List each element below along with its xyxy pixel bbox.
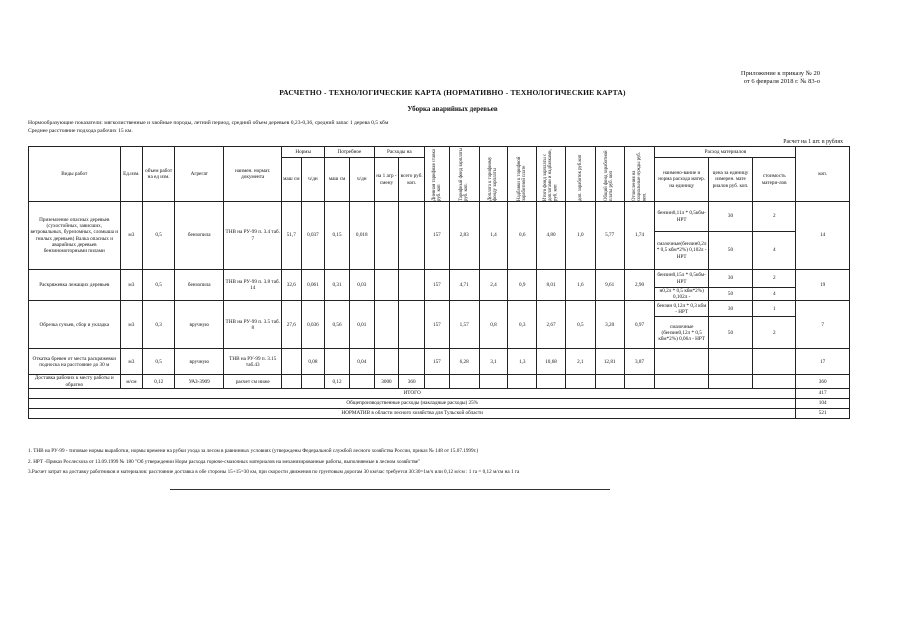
tariff-rate-cell: 157 [425, 349, 450, 375]
fund-cell: 3,20 [595, 301, 624, 349]
cons-chdn-cell: 0,01 [349, 301, 374, 349]
material-price: 50 [708, 288, 752, 301]
bonus-cell: 0,8 [479, 301, 508, 349]
work-name: Раскряжевка лежащих деревьев [29, 270, 121, 301]
col-materials: Расход материалов [655, 147, 796, 158]
work-name: Приземление опасных деревьев (сухостойных, зависших, ветровальных, буреломных, сломыша и гнилых деревьев) Валка опасных и аварийных деревьев бензиномоторными пилами [29, 202, 121, 270]
total-rub-cell: 360 [399, 375, 425, 388]
material-name: н0,2л * 0,5 кбм*2%) 0,102л - [655, 288, 708, 301]
volume-cell: 0,3 [143, 301, 175, 349]
col-cons-mach: маш см [325, 158, 350, 202]
norm-mach-cell [282, 349, 302, 375]
col-norm-chdn: ч/дн [301, 158, 325, 202]
appendix-note [741, 70, 820, 86]
col-mat-cost: стоимость матери-лов [753, 158, 796, 202]
summary-row-overhead [29, 398, 850, 408]
table-row [29, 375, 850, 388]
volume-cell: 0,5 [143, 270, 175, 301]
material-name [655, 375, 708, 388]
summary-value: 521 [796, 408, 850, 418]
work-name: Откатка бревен от места раскряжевки подноска на расстояние до 30 м [29, 349, 121, 375]
norm-mach-cell: 27,6 [282, 301, 302, 349]
col-mat-name: наимено-вание и норма расхода матер. на единицу [655, 158, 708, 202]
per-shift-cell [374, 270, 399, 301]
material-name: бензин 0,12л * 0,3 кбм - НРТ [655, 301, 708, 317]
col-kop: коп. [796, 147, 850, 202]
footnote-1: 1. ТНВ на РУ-99 - типовые нормы выработки, нормы времени на рубки ухода за лесом в равнинных условиях (утверждены Федеральной службой лесного хозяйства России, приказ № 148 от 15.07.1999г.) [28, 448, 479, 454]
kop-cell: 19 [796, 270, 850, 301]
norm-mach-cell [282, 375, 302, 388]
total-wage-cell: 2,67 [537, 301, 566, 349]
add-wage-cell [565, 375, 595, 388]
norm-chdn-cell: 0,08 [301, 349, 325, 375]
social-cell [624, 375, 655, 388]
kop-cell: 14 [796, 202, 850, 270]
header-row-1 [29, 147, 850, 158]
work-name: Обрезка сучьев, сбор и укладка [29, 301, 121, 349]
norm-chdn-cell: 0,061 [301, 270, 325, 301]
aggregate-cell: вручную [175, 349, 224, 375]
col-tariff-fund: Тарифный фонд зарплаты руб. коп. [458, 148, 470, 201]
table-row [29, 349, 850, 375]
norm-chdn-cell: 0,036 [301, 301, 325, 349]
col-consumption: Потребное [325, 147, 374, 158]
col-total-rub: всего руб. коп. [399, 158, 425, 202]
unit-cell: м3 [120, 202, 143, 270]
unit-cell: м3 [120, 349, 143, 375]
cons-chdn-cell [349, 375, 374, 388]
appendix-line-2: от 6 февраля 2018 г. № 83-о [743, 78, 820, 85]
material-cost: 2 [753, 270, 796, 288]
unit-cell: м3 [120, 270, 143, 301]
aggregate-cell: вручную [175, 301, 224, 349]
total-rub-cell [399, 270, 425, 301]
intro-text [28, 119, 848, 135]
col-norm-doc: наимен. нормат. документа [224, 147, 282, 202]
material-cost: 4 [753, 288, 796, 301]
material-price: 50 [708, 317, 752, 349]
unit-cell: м3 [120, 301, 143, 349]
footnote-3: 3.Расчет затрат на доставку работников и материалов: расстояние доставка в обе стороны 15+15=30 км, при скорости движения по грунтовым дорогам 30 км/час требуется 30:30=1м/ч или 0,12 м/см : 1 га = 0,12 м/см на 1 га [28, 469, 520, 475]
aggregate-cell: УАЗ-3909 [175, 375, 224, 388]
tariff-rate-cell: 157 [425, 270, 450, 301]
norm-mach-cell: 51,7 [282, 202, 302, 270]
cons-mach-cell: 0,31 [325, 270, 350, 301]
material-cost [753, 375, 796, 388]
cons-mach-cell [325, 349, 350, 375]
per-shift-cell [374, 301, 399, 349]
tariff-fund-cell: 2,83 [449, 202, 479, 270]
cons-mach-cell: 0,56 [325, 301, 350, 349]
footnotes [28, 446, 868, 478]
col-total-wage: Итого фонд зарплаты с доплатами и надбавками, руб. коп [543, 149, 559, 201]
material-name: бензин0,15л * 0,5кбм-НРТ [655, 270, 708, 288]
per-shift-cell: 3000 [374, 375, 399, 388]
col-per-shift: на 1 агр - смену [374, 158, 399, 202]
col-volume: объем работ на ед изм. [143, 147, 175, 202]
work-name: Доставка рабочих к месту работы и обратно [29, 375, 121, 388]
kop-cell: 7 [796, 301, 850, 349]
total-wage-cell [537, 375, 566, 388]
aggregate-cell: бензопила [175, 270, 224, 301]
add-wage-cell: 0,5 [565, 301, 595, 349]
col-work: Виды работ [29, 147, 121, 202]
material-cost: 4 [753, 232, 796, 270]
surcharge-cell: 0,6 [508, 202, 537, 270]
material-price: 50 [708, 232, 752, 270]
material-cost: 1 [753, 301, 796, 317]
kop-cell: 360 [796, 375, 850, 388]
col-aggregate: Агрегат [175, 147, 224, 202]
tariff-rate-cell [425, 375, 450, 388]
document-title: РАСЧЕТНО - ТЕХНОЛОГИЧЕСКИЕ КАРТА (НОРМАТИВНО - ТЕХНОЛОГИЧЕСКИЕ КАРТА) [279, 88, 626, 97]
document-subtitle: Уборка аварийных деревьев [407, 105, 498, 113]
material-name: смазочные(бензин0,2л * 0,5 кбм*2%) 0,102л - НРТ [655, 232, 708, 270]
material-cost: 2 [753, 317, 796, 349]
tariff-fund-cell: 6,28 [449, 349, 479, 375]
doc-cell: ТНВ на РУ-99 п. 3.8 таб. 14 [224, 270, 282, 301]
table-row [29, 270, 850, 288]
cons-mach-cell: 0,12 [325, 375, 350, 388]
surcharge-cell: 0,3 [508, 301, 537, 349]
table-row [29, 202, 850, 232]
per-shift-cell [374, 349, 399, 375]
table-row [29, 301, 850, 317]
intro-line-2: Среднее расстояние подхода рабочих 15 км. [28, 128, 133, 134]
appendix-line-1: Приложение к приказу № 20 [740, 70, 820, 77]
col-surcharge: Надбавки к тарифной заработной плате [517, 156, 528, 201]
tech-card-table [28, 146, 850, 419]
summary-label: ИТОГО [29, 388, 796, 398]
col-unit: Ед.изм. [120, 147, 143, 202]
total-rub-cell [399, 202, 425, 270]
tariff-rate-cell: 157 [425, 301, 450, 349]
total-wage-cell: 8,01 [537, 270, 566, 301]
summary-row-normative [29, 408, 850, 418]
norm-chdn-cell: 0,037 [301, 202, 325, 270]
col-norm-mach: маш см [282, 158, 302, 202]
summary-value: 417 [796, 388, 850, 398]
add-wage-cell: 1,0 [565, 202, 595, 270]
fund-cell: 9,61 [595, 270, 624, 301]
material-name: бензин0,11л * 0,5кбм-НРТ [655, 202, 708, 232]
volume-cell: 0,12 [143, 375, 175, 388]
material-cost: 2 [753, 202, 796, 232]
fund-cell: 5,77 [595, 202, 624, 270]
material-price: 30 [708, 270, 752, 288]
tariff-fund-cell [449, 375, 479, 388]
social-cell: 0,97 [624, 301, 655, 349]
bonus-cell: 1,4 [479, 202, 508, 270]
bonus-cell: 2,4 [479, 270, 508, 301]
summary-label: Общепроизводственные расходы (накладные расходы) 25% [29, 398, 796, 408]
aggregate-cell: бензопила [175, 202, 224, 270]
doc-cell: ТНВ на РУ-99 п. 3.4 таб. 7 [224, 202, 282, 270]
material-cost [753, 349, 796, 375]
material-price [708, 349, 752, 375]
cons-chdn-cell: 0,018 [349, 202, 374, 270]
material-price [708, 375, 752, 388]
volume-cell: 0,5 [143, 202, 175, 270]
col-social: Отчисления на социальные нужды руб. коп. [631, 152, 648, 201]
volume-cell: 0,5 [143, 349, 175, 375]
summary-value: 104 [796, 398, 850, 408]
col-total-fund: Общий фонд заработной платы руб. коп [604, 150, 615, 201]
cons-chdn-cell: 0,04 [349, 349, 374, 375]
bonus-cell [479, 375, 508, 388]
total-wage-cell: 10,68 [537, 349, 566, 375]
per-shift-cell [374, 202, 399, 270]
unit-cell: м/см [120, 375, 143, 388]
col-cons-chdn: ч/дн [349, 158, 374, 202]
norm-chdn-cell [301, 375, 325, 388]
fund-cell [595, 375, 624, 388]
total-wage-cell: 4,80 [537, 202, 566, 270]
add-wage-cell: 1,6 [565, 270, 595, 301]
col-norms: Нормы [282, 147, 325, 158]
cons-mach-cell: 0,15 [325, 202, 350, 270]
tariff-rate-cell: 157 [425, 202, 450, 270]
social-cell: 2,90 [624, 270, 655, 301]
tariff-fund-cell: 4,71 [449, 270, 479, 301]
material-price: 30 [708, 202, 752, 232]
intro-line-1: Нормообразующие показатели: мягколиственные и хвойные породы, летний период, средний объем деревьев 0,23-0,36, средний запас 1 дерева 0,5 кбм [28, 120, 389, 126]
material-price: 30 [708, 301, 752, 317]
summary-row-total [29, 388, 850, 398]
cons-chdn-cell: 0,03 [349, 270, 374, 301]
col-tariff-rate: Дневная тарифная ставка руб. коп [431, 149, 442, 201]
col-mat-price: цена за единицу измерен. мате риалов руб. коп. [708, 158, 752, 202]
surcharge-cell: 0,9 [508, 270, 537, 301]
calc-note: Расчет на 1 шт. в рублях [783, 139, 843, 145]
fund-cell: 12,81 [595, 349, 624, 375]
total-rub-cell [399, 301, 425, 349]
kop-cell: 17 [796, 349, 850, 375]
surcharge-cell: 1,3 [508, 349, 537, 375]
col-add-wage: доп. заработок руб.коп [577, 154, 583, 201]
tariff-fund-cell: 1,57 [449, 301, 479, 349]
bonus-cell: 3,1 [479, 349, 508, 375]
summary-label: НОРМАТИВ в области лесного хозяйства для Тульской области [29, 408, 796, 418]
footnote-2: 2. НРТ -Приказ Рослесхоза от 13.09.1999 № 180 "Об утверждении Норм расхода горюче-смазочных материалов на механизированные работы, выполняемые в лесном хозяйстве" [28, 458, 421, 465]
social-cell: 1,74 [624, 202, 655, 270]
doc-cell: расчет см ниже [224, 375, 282, 388]
surcharge-cell [508, 375, 537, 388]
material-name [655, 349, 708, 375]
social-cell: 3,87 [624, 349, 655, 375]
norm-mach-cell: 32,6 [282, 270, 302, 301]
material-name: смазочные (бензин0,12л * 0,5 кбм*2%) 0,06л - НРТ [655, 317, 708, 349]
doc-cell: ТНВ на РУ-99 п. 3.15 таб.43 [224, 349, 282, 375]
col-expenses: Расходы на [374, 147, 424, 158]
footnote-underline [170, 489, 610, 490]
col-bonus: Доплата к тарифному фонду зарплаты [488, 156, 499, 201]
add-wage-cell: 2,1 [565, 349, 595, 375]
total-rub-cell [399, 349, 425, 375]
doc-cell: ТНВ на РУ-99 п. 3.5 таб. 8 [224, 301, 282, 349]
